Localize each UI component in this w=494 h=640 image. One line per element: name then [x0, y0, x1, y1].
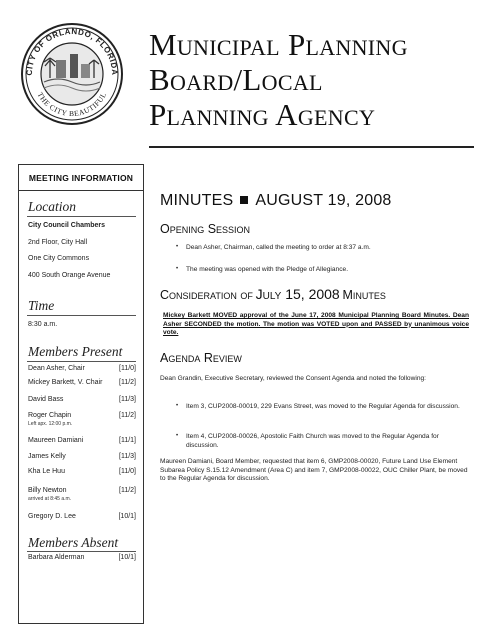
- time-heading: Time: [28, 298, 55, 313]
- member-record: [10/1]: [118, 554, 136, 561]
- member-name: Barbara Alderman: [28, 554, 85, 561]
- member-name: Mickey Barkett, V. Chair: [28, 379, 103, 386]
- minutes-date: AUGUST 19, 2008: [255, 192, 392, 209]
- location-heading: Location: [28, 199, 77, 214]
- minutes-heading: [160, 192, 392, 210]
- title-line-3: Planning Agency: [149, 97, 376, 132]
- member-record: [11/0]: [119, 365, 136, 372]
- bullet-icon: •: [176, 433, 179, 439]
- member-record: [11/3]: [119, 453, 136, 460]
- members-present-heading: Members Present: [28, 344, 123, 359]
- bullet-icon: •: [176, 403, 179, 409]
- member-name: Maureen Damiani: [28, 437, 84, 444]
- location-venue: City Council Chambers: [28, 222, 106, 229]
- city-seal: [20, 22, 124, 126]
- location-address: 400 South Orange Avenue: [28, 272, 111, 279]
- time-rule: [27, 315, 136, 316]
- time-value: 8:30 a.m.: [28, 321, 58, 328]
- member-note: arrived at 8:45 a.m.: [28, 496, 72, 502]
- members-absent-heading: Members Absent: [28, 535, 119, 550]
- consideration-prefix: Consideration of: [160, 288, 253, 302]
- minutes-label: MINUTES: [160, 192, 234, 209]
- approval-motion: Mickey Barkett MOVED approval of the June 17, 2008 Municipal Planning Board Minutes. Dean Asher SECONDED the motion. The motion was VOTED upon and PASSED by unanimous voice vote.: [163, 312, 469, 336]
- member-note: Left apx. 12:00 p.m.: [28, 421, 73, 427]
- location-rule: [27, 216, 136, 217]
- opening-session-text: Opening Session: [160, 222, 251, 236]
- agenda-review-title: [160, 351, 242, 365]
- agenda-bullet: Item 4, CUP2008-00026, Apostolic Faith Church was moved to the Regular Agenda for discussion.: [186, 433, 439, 449]
- bullet-icon: •: [176, 266, 179, 272]
- members-present-rule: [27, 361, 136, 362]
- member-record: [11/1]: [119, 437, 136, 444]
- agenda-closing: Maureen Damiani, Board Member, requested that item 6, GMP2008-00020, Future Land Use Element Subarea Policy S.15.12 Amendment (Area C) and item 7, GMP2008-00022, OUC Chiller Plant, be moved to the Regular Agenda for discussion.: [160, 458, 468, 482]
- document-title: [149, 27, 479, 132]
- member-record: [11/2]: [119, 379, 136, 386]
- title-line-1: Municipal Planning: [149, 27, 408, 62]
- member-name: Roger Chapin: [28, 412, 72, 419]
- member-record: [11/2]: [119, 487, 136, 494]
- bullet-icon: •: [176, 244, 179, 250]
- member-record: [10/1]: [118, 513, 136, 520]
- agenda-review-text: Agenda Review: [160, 351, 242, 365]
- member-name: Billy Newton: [28, 487, 67, 494]
- member-name: James Kelly: [28, 453, 66, 460]
- meeting-info-sidebar: [18, 164, 144, 624]
- location-floor: 2nd Floor, City Hall: [28, 239, 88, 246]
- title-line-2: Board/Local: [149, 62, 323, 97]
- sidebar-heading: MEETING INFORMATION: [19, 165, 143, 191]
- members-absent-rule: [27, 551, 136, 552]
- header-divider: [149, 146, 474, 148]
- square-bullet-icon: [240, 196, 248, 204]
- opening-session-title: [160, 222, 250, 236]
- consideration-title: [160, 286, 386, 302]
- opening-bullet: Dean Asher, Chairman, called the meeting to order at 8:37 a.m.: [186, 244, 371, 251]
- member-name: Gregory D. Lee: [28, 513, 76, 520]
- agenda-bullet: Item 3, CUP2008-00019, 229 Evans Street, was moved to the Regular Agenda for discussion.: [186, 403, 460, 410]
- seal-ring-text: CITY OF ORLANDO, FLORIDA: [24, 26, 120, 76]
- agenda-intro: Dean Grandin, Executive Secretary, reviewed the Consent Agenda and noted the following:: [160, 375, 426, 382]
- member-name: David Bass: [28, 396, 64, 403]
- location-building: One City Commons: [28, 255, 90, 262]
- consideration-suffix: Minutes: [342, 288, 386, 302]
- seal-motto: THE CITY BEAUTIFUL: [35, 90, 109, 119]
- member-record: [11/3]: [119, 396, 136, 403]
- member-name: Dean Asher, Chair: [28, 365, 85, 372]
- consideration-date: July 15, 2008: [255, 286, 340, 302]
- member-record: [11/0]: [119, 468, 136, 475]
- member-record: [11/2]: [119, 412, 136, 419]
- opening-bullet: The meeting was opened with the Pledge of Allegiance.: [186, 266, 349, 273]
- member-name: Kha Le Huu: [28, 468, 65, 475]
